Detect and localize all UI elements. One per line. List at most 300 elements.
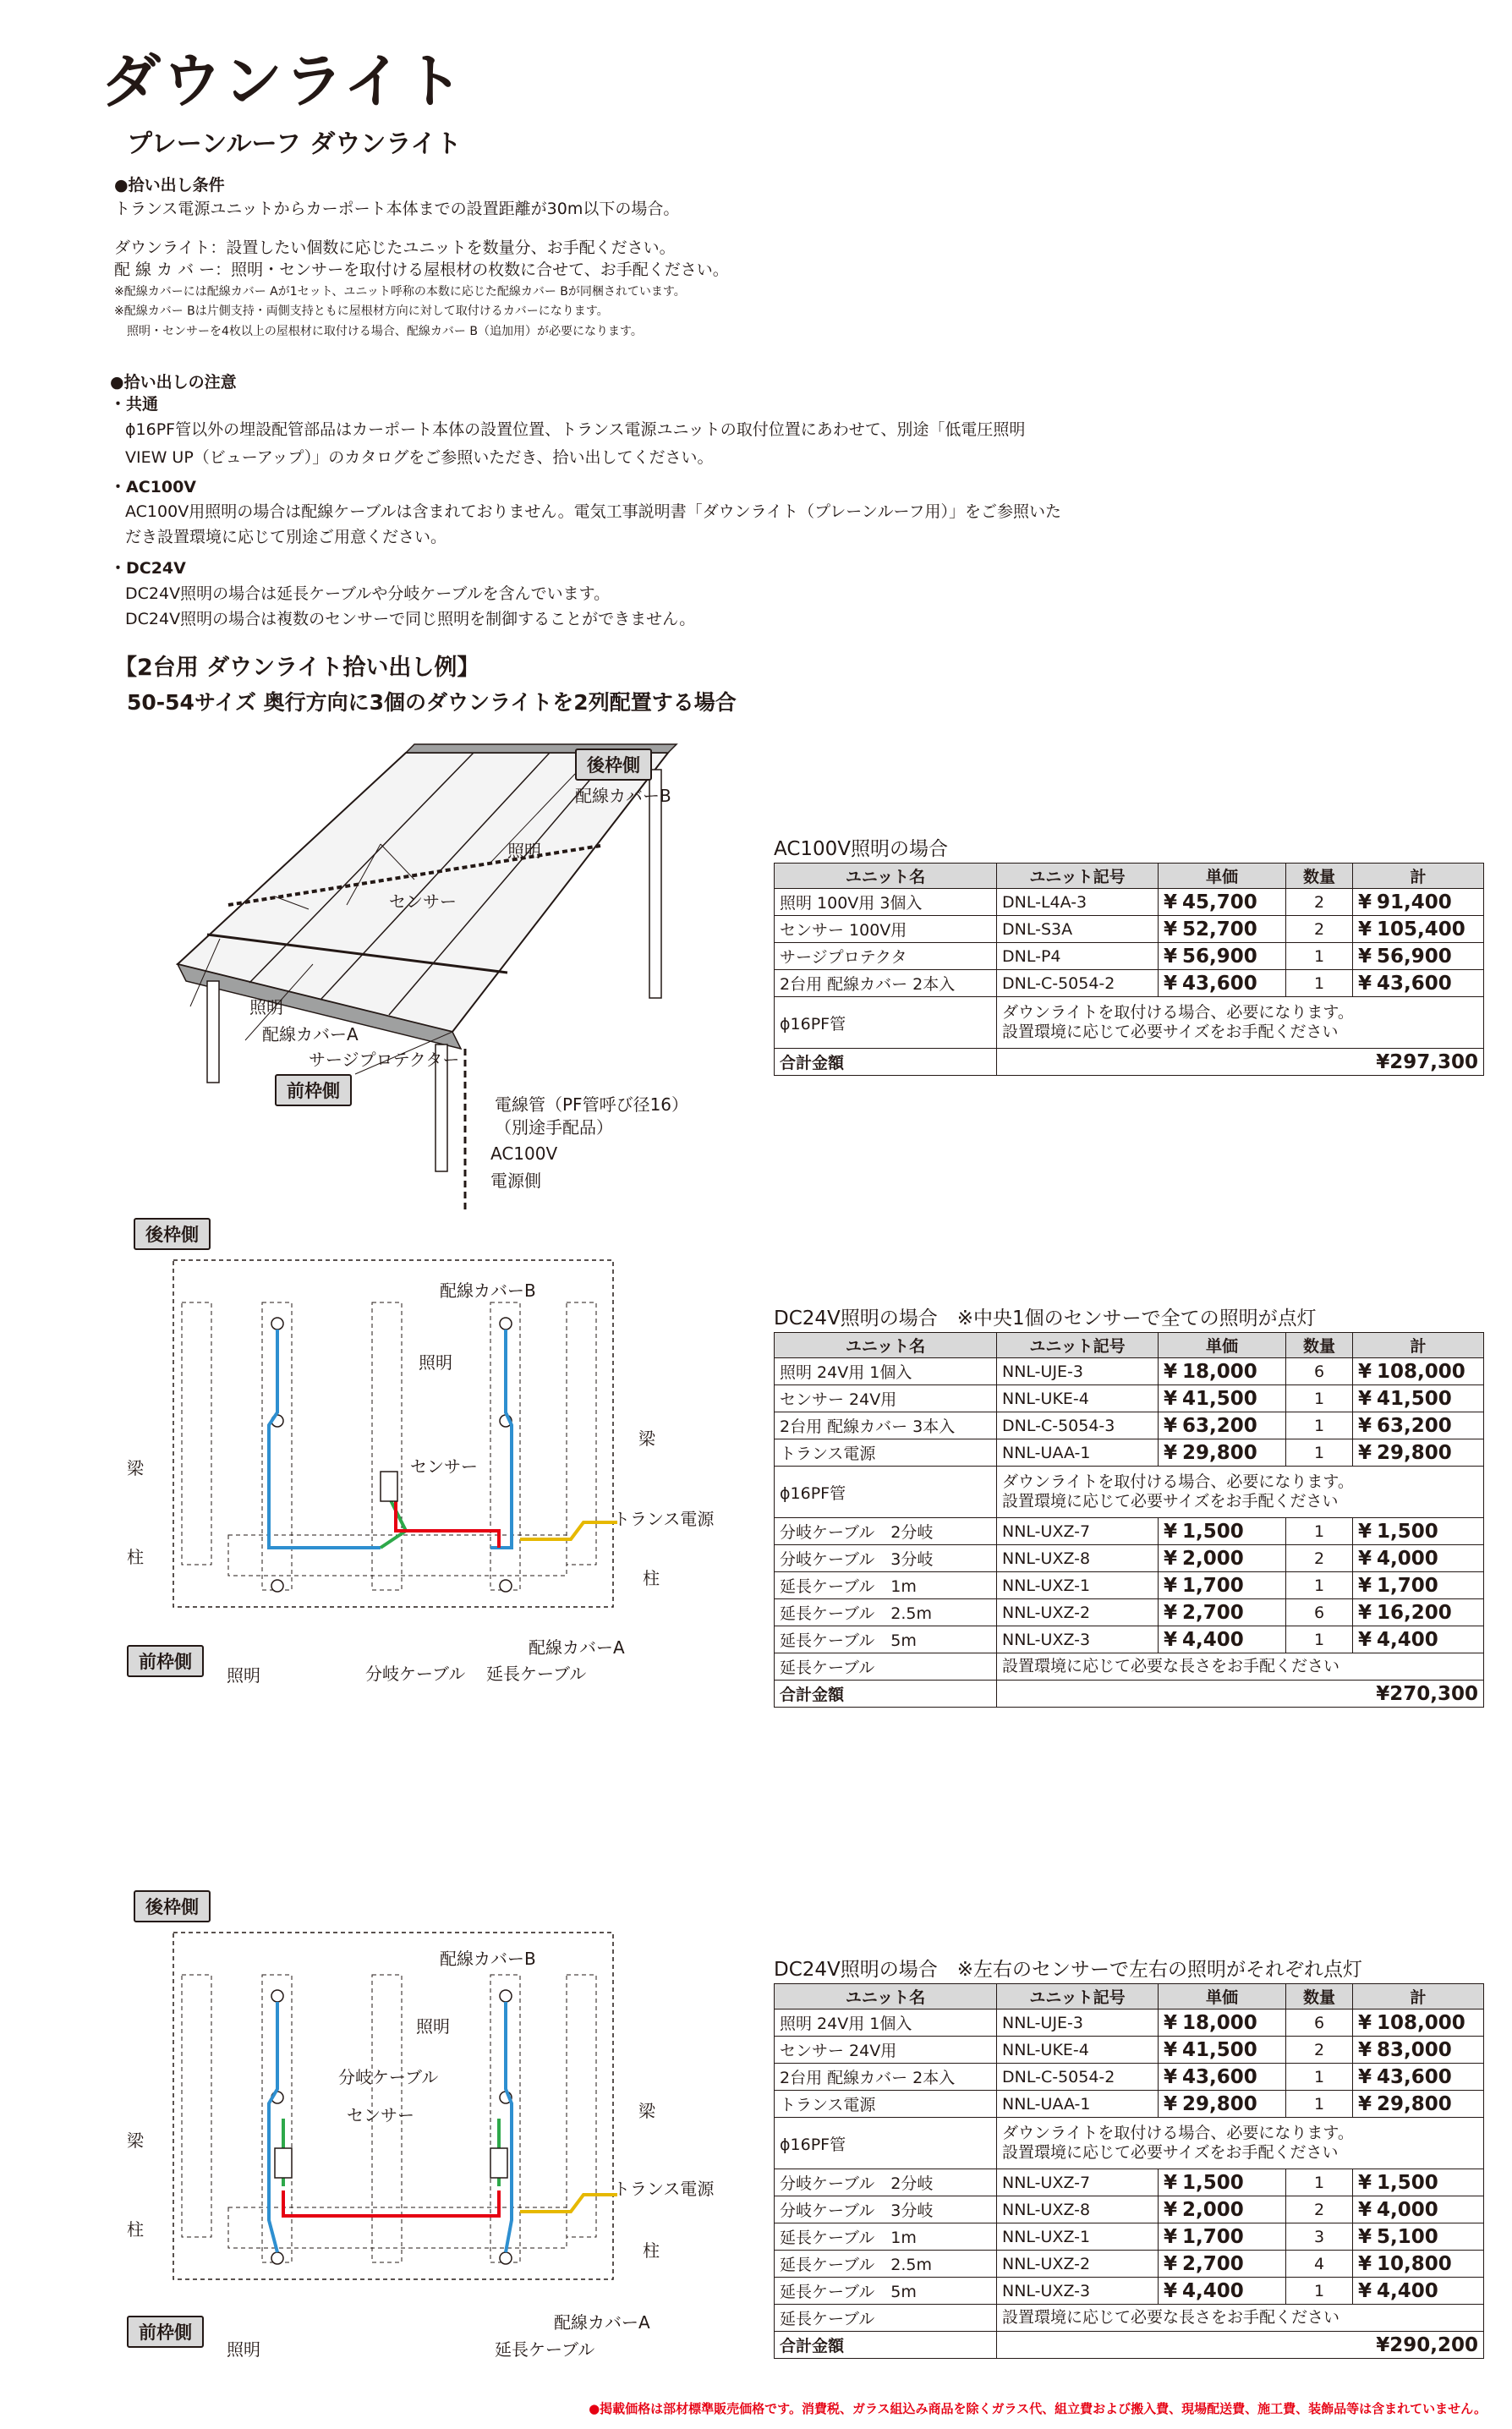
quantity: 6 <box>1286 2010 1353 2037</box>
total-price <box>1353 1439 1484 1467</box>
yen-sign: ¥ <box>1164 1360 1178 1383</box>
header-cell: 計 <box>1353 1984 1484 2010</box>
table-row <box>775 943 1484 970</box>
unit-code: NNL-UXZ-1 <box>997 2223 1159 2251</box>
light-label: 照明 <box>227 2339 260 2360</box>
cautions-common-heading: ・共通 <box>110 395 159 414</box>
conduit-label: （別途手配品） <box>495 1117 613 1138</box>
total-price <box>1353 916 1484 943</box>
yen-sign: ¥ <box>1358 2279 1372 2302</box>
unit-price <box>1159 2010 1286 2037</box>
unit-name: 延長ケーブル 1m <box>775 2223 997 2251</box>
table-row <box>775 1518 1484 1545</box>
rear-frame-label: 後枠側 <box>134 1218 211 1250</box>
sum-value: ¥297,300 <box>997 1049 1484 1076</box>
header-cell: 単価 <box>1159 1984 1286 2010</box>
unit-name: センサー 100V用 <box>775 916 997 943</box>
unit-name: 分岐ケーブル 3分岐 <box>775 1545 997 1572</box>
quantity: 1 <box>1286 2169 1353 2196</box>
unit-price <box>1159 1358 1286 1385</box>
note-text: 設置環境に応じて必要サイズをお手配ください <box>1002 1023 1339 1041</box>
yen-sign: ¥ <box>1164 1601 1178 1624</box>
light-label: 照明 <box>249 997 283 1017</box>
unit-name: ϕ16PF管 <box>775 1467 997 1518</box>
unit-name: 分岐ケーブル 3分岐 <box>775 2196 997 2223</box>
total-value: 1,500 <box>1377 1520 1438 1543</box>
unit-code: NNL-UAA-1 <box>997 2091 1159 2118</box>
sum-row <box>775 2332 1484 2359</box>
yen-sign: ¥ <box>1164 2065 1178 2088</box>
yen-sign: ¥ <box>1358 1387 1372 1410</box>
unit-name: サージプロテクタ <box>775 943 997 970</box>
unit-code: DNL-C-5054-2 <box>997 970 1159 997</box>
total-value: 56,900 <box>1377 945 1452 968</box>
yen-sign: ¥ <box>1358 1414 1372 1437</box>
table-row <box>775 889 1484 916</box>
cautions-dc-heading: ・DC24V <box>110 559 186 578</box>
yen-sign: ¥ <box>1164 891 1178 913</box>
sum-label: 合計金額 <box>775 1681 997 1708</box>
branch-cable-label: 分岐ケーブル <box>365 1664 466 1684</box>
ext-note: 設置環境に応じて必要な長さをお手配ください <box>997 2305 1484 2332</box>
pf-note <box>997 2118 1484 2169</box>
table-row <box>775 1599 1484 1626</box>
total-price <box>1353 2091 1484 2118</box>
pf-note <box>997 997 1484 1049</box>
unit-name: 延長ケーブル 1m <box>775 1572 997 1599</box>
price-value: 63,200 <box>1182 1414 1257 1437</box>
price-value: 52,700 <box>1182 918 1257 940</box>
price-value: 29,800 <box>1182 2092 1257 2115</box>
price-value: 41,500 <box>1182 1387 1257 1410</box>
quantity: 2 <box>1286 2037 1353 2064</box>
unit-code: DNL-C-5054-2 <box>997 2064 1159 2091</box>
quantity: 1 <box>1286 1626 1353 1653</box>
unit-code: NNL-UXZ-2 <box>997 1599 1159 1626</box>
total-price <box>1353 2064 1484 2091</box>
header-cell: ユニット名 <box>775 1333 997 1358</box>
extension-cable-label: 延長ケーブル <box>486 1664 587 1684</box>
front-frame-label: 前枠側 <box>275 1074 352 1106</box>
total-value: 5,100 <box>1377 2225 1438 2248</box>
page-subtitle: プレーンルーフ ダウンライト <box>127 129 462 159</box>
unit-name: 分岐ケーブル 2分岐 <box>775 1518 997 1545</box>
branch-cable-label: 分岐ケーブル <box>338 2067 439 2087</box>
yen-sign: ¥ <box>1358 2092 1372 2115</box>
total-value: 10,800 <box>1377 2252 1452 2275</box>
price-value: 18,000 <box>1182 2011 1257 2034</box>
unit-code: NNL-UJE-3 <box>997 2010 1159 2037</box>
yen-sign: ¥ <box>1358 1547 1372 1570</box>
yen-sign: ¥ <box>1358 1628 1372 1651</box>
unit-code: NNL-UXZ-7 <box>997 1518 1159 1545</box>
transformer-label: トランス電源 <box>613 1509 715 1529</box>
header-cell: ユニット記号 <box>997 864 1159 889</box>
yen-sign: ¥ <box>1358 1520 1372 1543</box>
ext-note: 設置環境に応じて必要な長さをお手配ください <box>997 1653 1484 1681</box>
header-cell: ユニット記号 <box>997 1333 1159 1358</box>
yen-sign: ¥ <box>1164 2171 1178 2194</box>
unit-name: ϕ16PF管 <box>775 997 997 1049</box>
table-row <box>775 1467 1484 1518</box>
yen-sign: ¥ <box>1358 2038 1372 2061</box>
unit-name: 延長ケーブル 5m <box>775 2278 997 2305</box>
table-row <box>775 1385 1484 1412</box>
price-value: 2,700 <box>1182 2252 1244 2275</box>
price-value: 4,400 <box>1182 2279 1244 2302</box>
light-label: 照明 <box>227 1665 260 1686</box>
total-price <box>1353 889 1484 916</box>
unit-code: NNL-UXZ-8 <box>997 1545 1159 1572</box>
post-label: 柱 <box>643 1568 660 1588</box>
total-price <box>1353 2196 1484 2223</box>
total-value: 4,000 <box>1377 2198 1438 2221</box>
sum-value: ¥270,300 <box>997 1681 1484 1708</box>
yen-sign: ¥ <box>1358 2198 1372 2221</box>
quantity: 3 <box>1286 2223 1353 2251</box>
header-cell: 単価 <box>1159 1333 1286 1358</box>
yen-sign: ¥ <box>1164 2198 1178 2221</box>
post-label: 柱 <box>127 2219 144 2240</box>
table-row <box>775 2091 1484 2118</box>
yen-sign: ¥ <box>1358 945 1372 968</box>
price-table-dc24v-center <box>774 1332 1484 1708</box>
table-caption: AC100V照明の場合 <box>774 838 949 860</box>
total-price <box>1353 2278 1484 2305</box>
yen-sign: ¥ <box>1164 918 1178 940</box>
table-caption: DC24V照明の場合 ※中央1個のセンサーで全ての照明が点灯 <box>774 1308 1317 1330</box>
extension-cable-label: 延長ケーブル <box>495 2339 595 2360</box>
sum-label: 合計金額 <box>775 1049 997 1076</box>
price-value: 4,400 <box>1182 1628 1244 1651</box>
price-value: 45,700 <box>1182 891 1257 913</box>
unit-name: 2台用 配線カバー 2本入 <box>775 970 997 997</box>
unit-name: ϕ16PF管 <box>775 2118 997 2169</box>
yen-sign: ¥ <box>1358 2171 1372 2194</box>
unit-code: NNL-UXZ-7 <box>997 2169 1159 2196</box>
yen-sign: ¥ <box>1358 1574 1372 1597</box>
table-row <box>775 1653 1484 1681</box>
unit-name: 照明 100V用 3個入 <box>775 889 997 916</box>
unit-price <box>1159 2223 1286 2251</box>
unit-price <box>1159 916 1286 943</box>
quantity: 4 <box>1286 2251 1353 2278</box>
quantity: 1 <box>1286 2064 1353 2091</box>
unit-price <box>1159 1545 1286 1572</box>
table-row <box>775 2064 1484 2091</box>
unit-price <box>1159 970 1286 997</box>
beam-label: 梁 <box>127 1458 144 1478</box>
post-label: 柱 <box>643 2240 660 2261</box>
header-cell: 数量 <box>1286 1984 1353 2010</box>
unit-name: センサー 24V用 <box>775 1385 997 1412</box>
table-row <box>775 2010 1484 2037</box>
cover-a-label: 配線カバーA <box>529 1637 625 1658</box>
yen-sign: ¥ <box>1164 2279 1178 2302</box>
conditions-cover: 配 線 カ バ ー：照明・センサーを取付ける屋根材の枚数に合せて、お手配ください。 <box>114 260 729 279</box>
quantity: 1 <box>1286 1385 1353 1412</box>
total-value: 29,800 <box>1377 2092 1452 2115</box>
total-price <box>1353 1385 1484 1412</box>
table-row <box>775 1572 1484 1599</box>
price-table-ac100v <box>774 863 1484 1076</box>
total-price <box>1353 970 1484 997</box>
unit-name: 照明 24V用 1個入 <box>775 2010 997 2037</box>
yen-sign: ¥ <box>1358 1601 1372 1624</box>
rear-frame-label: 後枠側 <box>575 748 652 781</box>
total-price <box>1353 1626 1484 1653</box>
cautions-dc-text: DC24V照明の場合は複数のセンサーで同じ照明を制御することができません。 <box>125 610 696 628</box>
total-value: 63,200 <box>1377 1414 1452 1437</box>
post-label: 柱 <box>127 1547 144 1567</box>
quantity: 1 <box>1286 1439 1353 1467</box>
cover-b-label: 配線カバーB <box>575 786 671 806</box>
cautions-ac-text: だき設置環境に応じて別途ご用意ください。 <box>125 528 447 546</box>
quantity: 1 <box>1286 1412 1353 1439</box>
quantity: 1 <box>1286 1518 1353 1545</box>
table-row <box>775 2251 1484 2278</box>
page-title: ダウンライト <box>101 47 465 116</box>
unit-code: NNL-UAA-1 <box>997 1439 1159 1467</box>
yen-sign: ¥ <box>1164 2011 1178 2034</box>
conditions-heading: ●拾い出し条件 <box>114 176 225 195</box>
unit-code: NNL-UXZ-8 <box>997 2196 1159 2223</box>
table-row <box>775 2305 1484 2332</box>
table-row <box>775 1358 1484 1385</box>
unit-name: 延長ケーブル 2.5m <box>775 2251 997 2278</box>
cover-b-label: 配線カバーB <box>440 1280 536 1301</box>
total-value: 108,000 <box>1377 1360 1465 1383</box>
yen-sign: ¥ <box>1164 2225 1178 2248</box>
surge-label: サージプロテクター <box>309 1050 460 1070</box>
conditions-note: 照明・センサーを4枚以上の屋根材に取付ける場合、配線カバー B（追加用）が必要になります。 <box>127 325 643 338</box>
yen-sign: ¥ <box>1164 1574 1178 1597</box>
total-value: 43,600 <box>1377 2065 1452 2088</box>
unit-code: NNL-UXZ-3 <box>997 1626 1159 1653</box>
quantity: 2 <box>1286 2196 1353 2223</box>
yen-sign: ¥ <box>1164 2038 1178 2061</box>
unit-price <box>1159 2064 1286 2091</box>
total-price <box>1353 1358 1484 1385</box>
cautions-dc-text: DC24V照明の場合は延長ケーブルや分岐ケーブルを含んでいます。 <box>125 584 611 603</box>
unit-price <box>1159 1412 1286 1439</box>
yen-sign: ¥ <box>1358 2225 1372 2248</box>
price-value: 1,500 <box>1182 1520 1244 1543</box>
total-price <box>1353 1572 1484 1599</box>
sum-value: ¥290,200 <box>997 2332 1484 2359</box>
transformer-label: トランス電源 <box>613 2179 715 2199</box>
beam-label: 梁 <box>638 2101 655 2121</box>
header-cell: 計 <box>1353 1333 1484 1358</box>
yen-sign: ¥ <box>1164 1628 1178 1651</box>
cover-b-label: 配線カバーB <box>440 1949 536 1969</box>
yen-sign: ¥ <box>1164 972 1178 995</box>
table-row <box>775 2169 1484 2196</box>
header-cell: 数量 <box>1286 1333 1353 1358</box>
unit-price <box>1159 1385 1286 1412</box>
price-value: 2,000 <box>1182 2198 1244 2221</box>
sum-row <box>775 1681 1484 1708</box>
unit-price <box>1159 2037 1286 2064</box>
total-price <box>1353 943 1484 970</box>
yen-sign: ¥ <box>1358 2252 1372 2275</box>
cautions-ac-heading: ・AC100V <box>110 478 197 496</box>
cover-a-label: 配線カバーA <box>262 1024 359 1045</box>
table-row <box>775 916 1484 943</box>
total-price <box>1353 2010 1484 2037</box>
unit-name: 延長ケーブル 2.5m <box>775 1599 997 1626</box>
yen-sign: ¥ <box>1164 1387 1178 1410</box>
table-row <box>775 1439 1484 1467</box>
unit-price <box>1159 2169 1286 2196</box>
header-cell: ユニット記号 <box>997 1984 1159 2010</box>
price-value: 1,500 <box>1182 2171 1244 2194</box>
pf-note <box>997 1467 1484 1518</box>
header-cell: ユニット名 <box>775 1984 997 2010</box>
unit-price <box>1159 1626 1286 1653</box>
unit-name: センサー 24V用 <box>775 2037 997 2064</box>
light-label: 照明 <box>507 841 541 861</box>
total-value: 91,400 <box>1377 891 1452 913</box>
total-value: 4,400 <box>1377 2279 1438 2302</box>
header-cell: ユニット名 <box>775 864 997 889</box>
total-value: 4,400 <box>1377 1628 1438 1651</box>
total-value: 1,700 <box>1377 1574 1438 1597</box>
sensor-label: センサー <box>389 891 457 912</box>
conditions-note: ※配線カバーには配線カバー Aが1セット、ユニット呼称の本数に応じた配線カバー Bが同梱されています。 <box>114 285 686 299</box>
quantity: 1 <box>1286 2278 1353 2305</box>
front-frame-label: 前枠側 <box>127 1645 204 1677</box>
total-value: 105,400 <box>1377 918 1465 940</box>
unit-price <box>1159 2091 1286 2118</box>
yen-sign: ¥ <box>1164 945 1178 968</box>
price-value: 43,600 <box>1182 2065 1257 2088</box>
quantity: 1 <box>1286 970 1353 997</box>
unit-price <box>1159 2196 1286 2223</box>
cautions-heading: ●拾い出しの注意 <box>110 373 237 392</box>
yen-sign: ¥ <box>1164 1547 1178 1570</box>
light-label: 照明 <box>416 2016 450 2037</box>
ac-label: 電源側 <box>490 1171 541 1191</box>
yen-sign: ¥ <box>1358 2011 1372 2034</box>
total-price <box>1353 2251 1484 2278</box>
cautions-common-text: ϕ16PF管以外の埋設配管部品はカーポート本体の設置位置、トランス電源ユニットの取付位置にあわせて、別途「低電圧照明 <box>125 420 1026 439</box>
table-row <box>775 997 1484 1049</box>
header-cell: 計 <box>1353 864 1484 889</box>
price-value: 2,700 <box>1182 1601 1244 1624</box>
quantity: 1 <box>1286 1572 1353 1599</box>
total-price <box>1353 2223 1484 2251</box>
unit-name: 延長ケーブル <box>775 1653 997 1681</box>
unit-code: NNL-UXZ-3 <box>997 2278 1159 2305</box>
unit-price <box>1159 943 1286 970</box>
unit-price <box>1159 2278 1286 2305</box>
unit-code: NNL-UKE-4 <box>997 1385 1159 1412</box>
quantity: 1 <box>1286 2091 1353 2118</box>
table-row <box>775 1412 1484 1439</box>
unit-code: NNL-UKE-4 <box>997 2037 1159 2064</box>
table-row <box>775 970 1484 997</box>
conduit-label: 電線管（PF管呼び径16） <box>495 1094 689 1115</box>
unit-price <box>1159 1572 1286 1599</box>
yen-sign: ¥ <box>1358 1441 1372 1464</box>
total-price <box>1353 1545 1484 1572</box>
quantity: 1 <box>1286 943 1353 970</box>
conditions-note: ※配線カバー Bは片側支持・両側支持ともに屋根材方向に対して取付けるカバーになります。 <box>114 304 609 318</box>
price-value: 1,700 <box>1182 1574 1244 1597</box>
carport-3d-illustration <box>127 736 736 1209</box>
ac-label: AC100V <box>490 1143 558 1164</box>
price-value: 41,500 <box>1182 2038 1257 2061</box>
yen-sign: ¥ <box>1164 2092 1178 2115</box>
note-text: ダウンライトを取付ける場合、必要になります。 <box>1002 1003 1354 1022</box>
quantity: 6 <box>1286 1358 1353 1385</box>
total-value: 1,500 <box>1377 2171 1438 2194</box>
sensor-label: センサー <box>410 1456 478 1477</box>
yen-sign: ¥ <box>1358 1360 1372 1383</box>
quantity: 6 <box>1286 1599 1353 1626</box>
conditions-downlight: ダウンライト：設置したい個数に応じたユニットを数量分、お手配ください。 <box>114 239 676 257</box>
unit-code: DNL-C-5054-3 <box>997 1412 1159 1439</box>
unit-name: 2台用 配線カバー 2本入 <box>775 2064 997 2091</box>
price-table-dc24v-sides <box>774 1983 1484 2359</box>
unit-price <box>1159 1599 1286 1626</box>
table-row <box>775 2278 1484 2305</box>
rear-frame-label: 後枠側 <box>134 1890 211 1922</box>
unit-name: 照明 24V用 1個入 <box>775 1358 997 1385</box>
yen-sign: ¥ <box>1164 2252 1178 2275</box>
total-value: 41,500 <box>1377 1387 1452 1410</box>
total-price <box>1353 2037 1484 2064</box>
unit-code: DNL-L4A-3 <box>997 889 1159 916</box>
total-price <box>1353 2169 1484 2196</box>
yen-sign: ¥ <box>1164 1441 1178 1464</box>
beam-label: 梁 <box>127 2130 144 2151</box>
quantity: 2 <box>1286 916 1353 943</box>
header-cell: 数量 <box>1286 864 1353 889</box>
table-row <box>775 2196 1484 2223</box>
quantity: 2 <box>1286 889 1353 916</box>
yen-sign: ¥ <box>1358 972 1372 995</box>
price-value: 18,000 <box>1182 1360 1257 1383</box>
price-disclaimer: ●掲載価格は部材標準販売価格です。消費税、ガラス組込み商品を除くガラス代、組立費および搬入費、現場配送費、施工費、装飾品等は含まれていません。 <box>589 2401 1487 2416</box>
price-value: 43,600 <box>1182 972 1257 995</box>
table-row <box>775 2118 1484 2169</box>
total-value: 83,000 <box>1377 2038 1452 2061</box>
header-cell: 単価 <box>1159 864 1286 889</box>
cautions-common-text: VIEW UP（ビューアップ）」のカタログをご参照いただき、拾い出してください。 <box>125 448 714 467</box>
note-text: ダウンライトを取付ける場合、必要になります。 <box>1002 1472 1354 1491</box>
total-price <box>1353 1599 1484 1626</box>
light-label: 照明 <box>419 1352 452 1373</box>
unit-name: トランス電源 <box>775 2091 997 2118</box>
conditions-line: トランス電源ユニットからカーポート本体までの設置距離が30m以下の場合。 <box>114 200 680 218</box>
cover-a-label: 配線カバーA <box>554 2312 650 2333</box>
unit-code: NNL-UXZ-1 <box>997 1572 1159 1599</box>
unit-price <box>1159 2251 1286 2278</box>
example-title: 【2台用 ダウンライト拾い出し例】 <box>114 655 480 681</box>
quantity: 2 <box>1286 1545 1353 1572</box>
note-text: ダウンライトを取付ける場合、必要になります。 <box>1002 2124 1354 2142</box>
note-text: 設置環境に応じて必要サイズをお手配ください <box>1002 2143 1339 2162</box>
total-value: 16,200 <box>1377 1601 1452 1624</box>
unit-name: 延長ケーブル 5m <box>775 1626 997 1653</box>
unit-name: 延長ケーブル <box>775 2305 997 2332</box>
unit-code: NNL-UXZ-2 <box>997 2251 1159 2278</box>
yen-sign: ¥ <box>1164 1520 1178 1543</box>
cautions-ac-text: AC100V用照明の場合は配線ケーブルは含まれておりません。電気工事説明書「ダウンライト（プレーンルーフ用）」をご参照いた <box>125 502 1061 521</box>
unit-code: DNL-P4 <box>997 943 1159 970</box>
